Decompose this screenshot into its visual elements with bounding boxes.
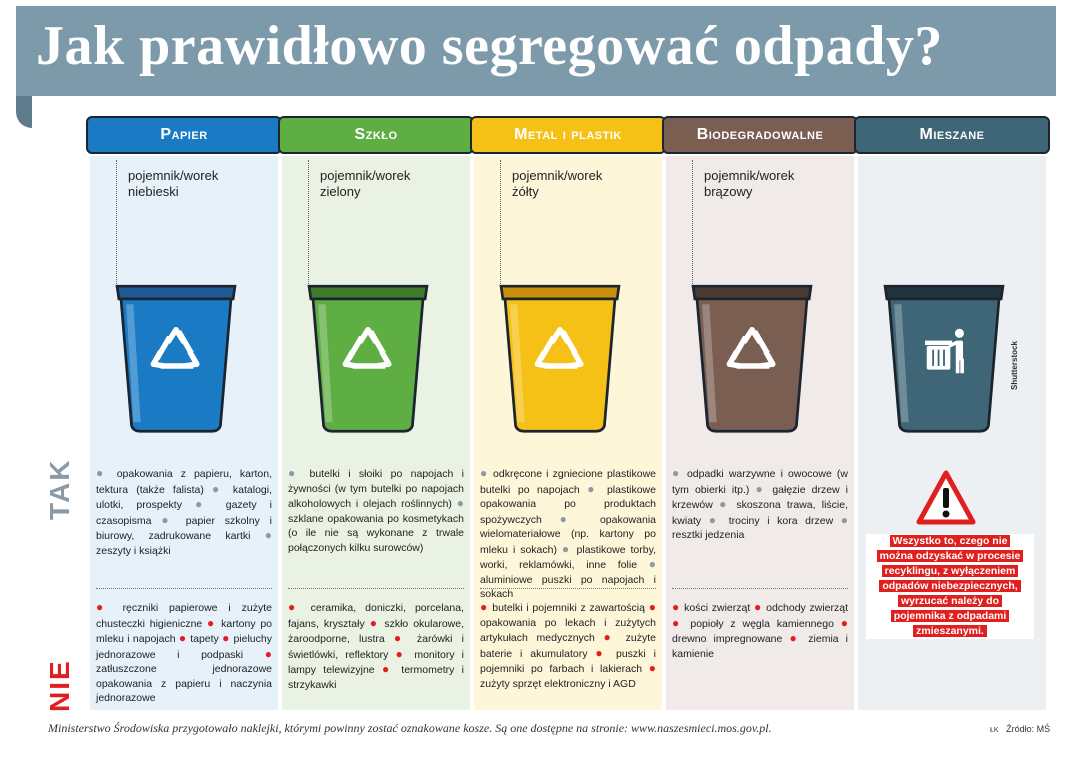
list-item: zeszyty i książki (96, 544, 171, 557)
list-item: butelki i pojemniki z zawartością (492, 602, 645, 614)
no-list (96, 600, 272, 706)
bullet-dot: ● (789, 631, 809, 645)
list-item: kości zwierząt (684, 602, 751, 614)
source-initials: ŁK (990, 727, 999, 734)
bin-szklo (300, 276, 436, 436)
source-label: Źródło: MŚ (1006, 724, 1051, 734)
bullet-dot: ● (264, 646, 272, 661)
bullet-dot: ● (480, 466, 494, 480)
column-header-mieszane: Mieszane (854, 116, 1050, 154)
bin-bio (684, 276, 820, 436)
bullet-dot: ● (648, 661, 656, 675)
footer-note: Ministerstwo Środowiska przygotowało naklejki, którymi powinny zostać oznakowane kosze. Są one dostępne na stronie: www.naszesmieci.mos.gov.pl. (48, 721, 772, 735)
list-item: odpadki warzywne i owocowe (w tym obierki itp.) (672, 468, 848, 496)
list-item: papier szkolny i biurowy, zadrukowane kartki (96, 514, 272, 542)
label-leader-line (500, 160, 501, 286)
container-label-line: niebieski (128, 184, 179, 199)
bullet-dot: ● (96, 600, 123, 614)
list-item: pieluchy jednorazowe i podpaski (96, 633, 272, 661)
warning-line: Wszystko to, czego nie (890, 535, 1011, 547)
no-list (288, 600, 464, 692)
image-credit: Shutterstock (1010, 341, 1019, 390)
list-item: żarówki i świetlówki, reflektory (288, 633, 464, 661)
bullet-dot: ● (648, 557, 656, 571)
warning-row (866, 594, 1034, 609)
warning-triangle-icon (916, 470, 976, 526)
bullet-dot: ● (840, 615, 848, 630)
side-label-no: NIE (44, 659, 75, 712)
container-label-line: pojemnik/worek (704, 168, 795, 183)
list-item: odkręcone i zgniecione plastikowe butelki po napojach (480, 468, 656, 496)
column-header-szklo: Szkło (278, 116, 474, 154)
yes-no-divider (672, 588, 848, 589)
warning-row (866, 549, 1034, 564)
bullet-dot: ● (264, 528, 272, 542)
list-item: drewno impregnowane (672, 633, 783, 645)
list-item: plastikowe opakowania po produktach spożywczych (480, 483, 656, 526)
list-item: ziemia i kamienie (672, 633, 849, 660)
warning-line: można odzyskać w procesie (877, 550, 1024, 562)
list-item: gazety i czasopisma (96, 499, 273, 527)
container-label-line: brązowy (704, 184, 753, 199)
bullet-dot: ● (211, 481, 233, 496)
yes-list (288, 466, 464, 555)
container-label (320, 168, 410, 200)
bullet-dot: ● (393, 631, 417, 645)
list-item: tapety (190, 633, 219, 645)
list-item: zużyte baterie i akumulatory (480, 632, 656, 660)
bullet-dot: ● (456, 496, 464, 510)
bullet-dot: ● (395, 646, 415, 661)
side-label-yes: TAK (44, 458, 75, 520)
list-item: opakowania po lekach i zużytych artykułach medycznych (480, 616, 656, 644)
list-item: opakowania z papieru, karton, tektura (także falista) (96, 468, 272, 496)
list-item: popioły z węgla kamiennego (690, 617, 834, 630)
list-item: szkło okularowe, żaroodporne, lustra (288, 617, 464, 645)
bullet-dot: ● (288, 466, 310, 480)
yes-list (672, 466, 848, 543)
bullet-dot: ● (753, 600, 767, 614)
list-item: ceramika, doniczki, porcelana, fajans, kryształy (288, 602, 464, 630)
bullet-dot: ● (288, 600, 311, 614)
column-header-papier: Papier (86, 116, 282, 154)
warning-line: zmieszanymi. (913, 625, 987, 637)
container-label (704, 168, 794, 200)
bullet-dot: ● (222, 631, 234, 645)
list-item: resztki jedzenia (672, 529, 745, 541)
container-label-line: pojemnik/worek (320, 168, 411, 183)
bullet-dot: ● (587, 481, 607, 496)
bullet-dot: ● (207, 615, 222, 630)
yes-no-divider (96, 588, 272, 589)
yes-no-divider (480, 588, 656, 589)
list-item: gałęzie drzew i krzewów (672, 483, 849, 511)
container-label (512, 168, 602, 200)
container-label-line: pojemnik/worek (512, 168, 603, 183)
list-item: szklane opakowania po kosmetykach (o ile nie są wykonane z trwale połączonych kilku surowców) (288, 512, 464, 554)
warning-row (866, 564, 1034, 579)
column-header-metal: Metal i plastik (470, 116, 666, 154)
warning-row (866, 534, 1034, 549)
container-label-line: żółty (512, 184, 539, 199)
list-item: termometry i strzykawki (288, 664, 464, 691)
column-bio (666, 116, 854, 710)
bullet-dot: ● (194, 497, 226, 511)
list-item: plastikowe torby, worki, reklamówki, inne folie (480, 543, 656, 571)
bin-metal (492, 276, 628, 436)
list-item: opakowania wielomateriałowe (np. kartony po mleku i sokach) (480, 513, 656, 556)
list-item: zatłuszczone jednorazowe opakowania z papieru i naczynia jednorazowe (96, 663, 272, 704)
bullet-dot: ● (672, 600, 685, 614)
column-metal (474, 116, 662, 710)
bullet-dot: ● (648, 600, 656, 614)
list-item: puszki i pojemniki po farbach i lakierach (480, 647, 656, 675)
label-leader-line (692, 160, 693, 286)
label-leader-line (308, 160, 309, 286)
warning-row (866, 624, 1034, 639)
bullet-dot: ● (672, 466, 687, 480)
bullet-dot: ● (381, 662, 402, 676)
bullet-dot: ● (369, 615, 385, 630)
list-item: katalogi, ulotki, prospekty (96, 483, 272, 511)
warning-row (866, 609, 1034, 624)
container-label-line: pojemnik/worek (128, 168, 219, 183)
column-header-bio: Biodegradowalne (662, 116, 858, 154)
page-title: Jak prawidłowo segregować odpady? (36, 15, 943, 77)
list-item: skoszona trawa, liście, kwiaty (672, 499, 849, 527)
bullet-dot: ● (561, 541, 577, 556)
source-line (990, 724, 1050, 734)
no-list (672, 600, 848, 661)
bullet-dot: ● (840, 512, 848, 527)
label-leader-line (116, 160, 117, 286)
column-szklo (282, 116, 470, 710)
list-item: trociny i kora drzew (728, 514, 834, 527)
warning-line: pojemnika z odpadami (891, 610, 1010, 622)
list-item: aluminiowe puszki po napojach i sokach (480, 573, 656, 600)
bullet-dot: ● (603, 630, 626, 644)
bullet-dot: ● (559, 511, 600, 526)
bullet-dot: ● (672, 615, 691, 630)
bullet-dot: ● (755, 481, 773, 496)
list-item: monitory i lampy telewizyjne (288, 648, 464, 676)
yes-list (96, 466, 272, 558)
container-label (128, 168, 218, 200)
list-item: zużyty sprzęt elektroniczny i AGD (480, 677, 636, 690)
bullet-dot: ● (719, 497, 737, 511)
container-label-line: zielony (320, 184, 361, 199)
bin-papier (108, 276, 244, 436)
column-papier (90, 116, 278, 710)
warning-line: wyrzucać należy do (898, 595, 1002, 607)
list-item: kartony po mleku i napojach (96, 617, 272, 645)
bullet-dot: ● (595, 645, 616, 660)
bullet-dot: ● (161, 512, 186, 527)
bullet-dot: ● (96, 466, 117, 480)
bullet-dot: ● (480, 600, 493, 614)
warning-line: recyklingu, z wyłączeniem (882, 565, 1019, 577)
bullet-dot: ● (708, 512, 729, 527)
list-item: odchody zwierząt (766, 602, 849, 614)
no-list (480, 600, 656, 691)
bin-mieszane (876, 276, 1012, 436)
yes-list (480, 466, 656, 602)
bullet-dot: ● (178, 631, 191, 645)
warning-row (866, 579, 1034, 594)
yes-no-divider (288, 588, 464, 589)
banner-curl (16, 96, 32, 128)
warning-line: odpadów niebezpiecznych, (879, 580, 1020, 592)
mixed-waste-note (866, 534, 1034, 639)
list-item: butelki i słoiki po napojach i żywności (w tym butelki po napojach alkoholowych i olejach roślinnych) (288, 468, 464, 510)
list-item: ręczniki papierowe i zużyte chusteczki higieniczne (96, 602, 272, 630)
